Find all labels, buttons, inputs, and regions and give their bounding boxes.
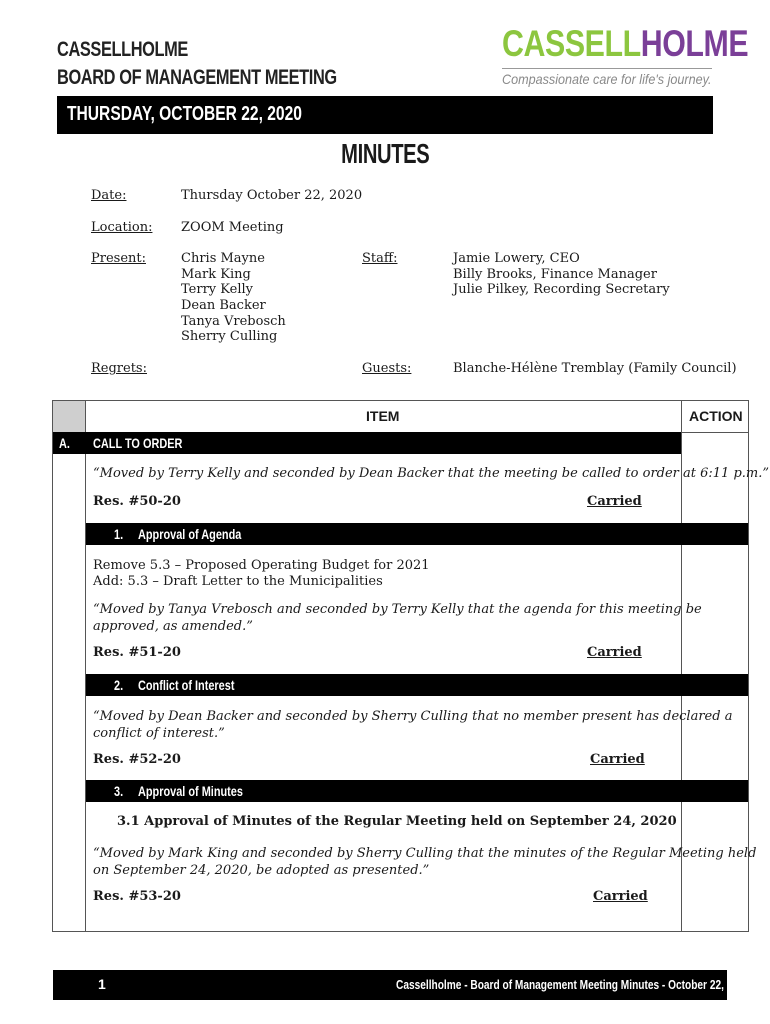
logo-wordmark: CASSELLHOLME bbox=[502, 23, 749, 64]
staff-member: Jamie Lowery, CEO bbox=[453, 251, 580, 266]
present-member: Terry Kelly bbox=[181, 282, 253, 298]
action-header: ACTION bbox=[689, 408, 743, 424]
logo-tagline: Compassionate care for life's journey. bbox=[502, 71, 712, 87]
present-member: Tanya Vrebosch bbox=[181, 313, 286, 329]
section-2-title: Conflict of Interest bbox=[138, 677, 235, 693]
present-member: Sherry Culling bbox=[181, 329, 278, 345]
carried-status: Carried bbox=[590, 752, 645, 767]
staff-member: Billy Brooks, Finance Manager bbox=[453, 266, 657, 282]
regrets-label: Regrets: bbox=[91, 361, 147, 376]
staff-list bbox=[453, 251, 670, 298]
section-3-title: Approval of Minutes bbox=[138, 783, 243, 799]
agenda-motion: “Moved by Tanya Vrebosch and seconded by Terry Kelly that the agenda for this meeting be approved, as amended.” bbox=[93, 602, 702, 634]
logo-rule bbox=[502, 68, 712, 69]
section-1-bar bbox=[86, 523, 748, 545]
date-label: Date: bbox=[91, 188, 127, 203]
resolution-number: Res. #51-20 bbox=[93, 645, 181, 660]
agenda-change-line: Remove 5.3 – Proposed Operating Budget for 2021 bbox=[93, 558, 430, 573]
page-number: 1 bbox=[98, 976, 106, 992]
minutes-motion: “Moved by Mark King and seconded by Sherry Culling that the minutes of the Regular Meeting held on September 24, 2020, be adopted as presented.” bbox=[93, 846, 757, 878]
resolution-number: Res. #52-20 bbox=[93, 752, 181, 767]
cassellholme-logo bbox=[502, 23, 749, 87]
date-banner bbox=[57, 96, 713, 134]
section-a-letter: A. bbox=[59, 435, 70, 451]
present-member: Dean Backer bbox=[181, 298, 266, 314]
org-name: CASSELLHOLME bbox=[57, 38, 188, 61]
carried-status: Carried bbox=[587, 645, 642, 660]
section-2-bar bbox=[86, 674, 748, 696]
present-member: Chris Mayne bbox=[181, 251, 265, 266]
page-title: MINUTES bbox=[340, 138, 430, 169]
present-label: Present: bbox=[91, 251, 146, 266]
present-list bbox=[181, 251, 286, 345]
present-member: Mark King bbox=[181, 266, 251, 282]
guests-value: Blanche-Hélène Tremblay (Family Council) bbox=[453, 361, 737, 376]
staff-label: Staff: bbox=[362, 251, 398, 266]
location-label: Location: bbox=[91, 220, 153, 235]
call-to-order-motion: “Moved by Terry Kelly and seconded by Dean Backer that the meeting be called to order at 6:11 p.m.” bbox=[93, 466, 770, 481]
agenda-changes bbox=[93, 558, 430, 590]
section-3-number: 3. bbox=[114, 783, 124, 799]
section-a-title: CALL TO ORDER bbox=[93, 435, 183, 451]
location-value: ZOOM Meeting bbox=[181, 220, 284, 235]
table-divider bbox=[85, 400, 86, 932]
agenda-change-line: Add: 5.3 – Draft Letter to the Municipalities bbox=[93, 574, 383, 589]
subsection-3-1: 3.1 Approval of Minutes of the Regular Meeting held on September 24, 2020 bbox=[117, 814, 677, 829]
resolution-number: Res. #53-20 bbox=[93, 889, 181, 904]
footer-text: Cassellholme - Board of Management Meeting Minutes - October 22, 2020 bbox=[396, 977, 750, 992]
section-3-bar bbox=[86, 780, 748, 802]
item-header: ITEM bbox=[366, 408, 400, 424]
table-corner-cell bbox=[53, 401, 85, 432]
page-footer bbox=[53, 970, 750, 1000]
date-value: Thursday October 22, 2020 bbox=[181, 188, 363, 203]
section-2-number: 2. bbox=[114, 677, 124, 693]
staff-member: Julie Pilkey, Recording Secretary bbox=[453, 282, 670, 298]
guests-label: Guests: bbox=[362, 361, 412, 376]
section-1-title: Approval of Agenda bbox=[138, 526, 242, 542]
section-1-number: 1. bbox=[114, 526, 124, 542]
conflict-motion: “Moved by Dean Backer and seconded by Sherry Culling that no member present has declared a conflict of interest.” bbox=[93, 709, 733, 741]
carried-status: Carried bbox=[587, 494, 642, 509]
resolution-number: Res. #50-20 bbox=[93, 494, 181, 509]
meeting-title: BOARD OF MANAGEMENT MEETING bbox=[57, 66, 337, 89]
carried-status: Carried bbox=[593, 889, 648, 904]
section-a-bar bbox=[53, 432, 681, 454]
date-banner-text: THURSDAY, OCTOBER 22, 2020 bbox=[67, 103, 302, 125]
